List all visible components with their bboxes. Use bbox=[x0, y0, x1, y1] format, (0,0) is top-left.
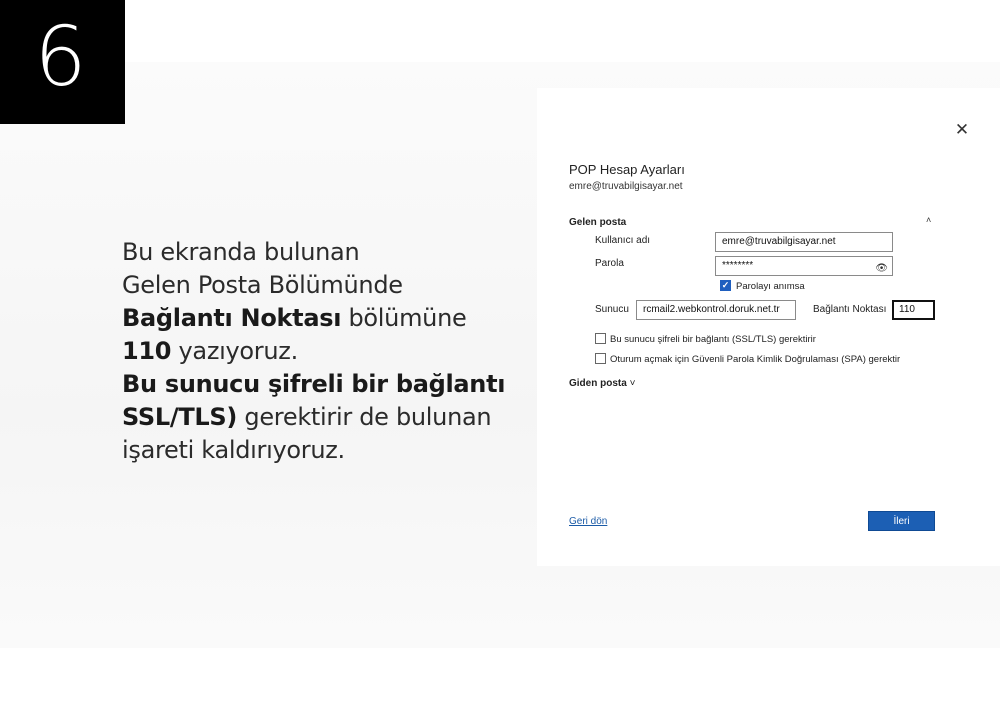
pop-settings-dialog bbox=[537, 88, 1000, 566]
back-link[interactable]: Geri dön bbox=[569, 516, 608, 527]
step-number: 6 bbox=[34, 10, 87, 105]
spa-checkbox[interactable] bbox=[595, 353, 606, 364]
username-label: Kullanıcı adı bbox=[595, 235, 651, 246]
instruction-bold: Bu sunucu şifreli bir bağlantı bbox=[122, 370, 506, 398]
close-icon[interactable]: ✕ bbox=[954, 120, 970, 139]
username-input[interactable]: emre@truvabilgisayar.net bbox=[715, 232, 893, 252]
instruction-span: gerektirir de bulunan bbox=[237, 403, 492, 431]
password-value: ******** bbox=[722, 260, 754, 271]
ssl-tls-checkbox[interactable] bbox=[595, 333, 606, 344]
eye-icon[interactable]: 👁 bbox=[875, 263, 888, 274]
instruction-line bbox=[122, 401, 542, 434]
spa-label: Oturum açmak için Güvenli Parola Kimlik Doğrulaması (SPA) gerektir bbox=[610, 354, 901, 365]
instruction-line: işareti kaldırıyoruz. bbox=[122, 436, 345, 464]
outgoing-mail-label: Giden posta bbox=[569, 378, 627, 389]
instruction-line bbox=[122, 335, 542, 368]
instruction-bold: 110 bbox=[122, 337, 172, 365]
instruction-bold: SSL/TLS) bbox=[122, 403, 238, 431]
server-input[interactable]: rcmail2.webkontrol.doruk.net.tr bbox=[636, 300, 796, 320]
chevron-down-icon: ˅ bbox=[629, 378, 636, 389]
instruction-line: Gelen Posta Bölümünde bbox=[122, 271, 403, 299]
instruction-line: Bu ekranda bulunan bbox=[122, 238, 360, 266]
server-label: Sunucu bbox=[595, 304, 629, 315]
instruction-span: bölümüne bbox=[341, 304, 467, 332]
instruction-text bbox=[122, 236, 542, 467]
password-label: Parola bbox=[595, 258, 624, 269]
incoming-mail-header[interactable]: Gelen posta bbox=[569, 217, 627, 228]
step-number-badge bbox=[0, 0, 125, 124]
instruction-span: yazıyoruz. bbox=[171, 337, 298, 365]
remember-password-checkbox[interactable]: ✓ bbox=[721, 280, 730, 290]
port-label: Bağlantı Noktası bbox=[813, 304, 887, 315]
chevron-up-icon[interactable]: ˄ bbox=[926, 215, 932, 225]
password-input[interactable] bbox=[715, 256, 893, 276]
outgoing-mail-header[interactable] bbox=[569, 378, 635, 389]
instruction-line bbox=[122, 302, 542, 335]
instruction-line bbox=[122, 368, 542, 401]
dialog-title: POP Hesap Ayarları bbox=[569, 162, 685, 177]
remember-password-label: Parolayı anımsa bbox=[736, 281, 805, 292]
instruction-bold: Bağlantı Noktası bbox=[122, 304, 342, 332]
next-button[interactable]: İleri bbox=[868, 511, 935, 531]
account-email: emre@truvabilgisayar.net bbox=[569, 181, 683, 192]
port-input[interactable]: 110 bbox=[892, 300, 935, 320]
ssl-tls-label: Bu sunucu şifreli bir bağlantı (SSL/TLS) gerektirir bbox=[610, 334, 816, 345]
